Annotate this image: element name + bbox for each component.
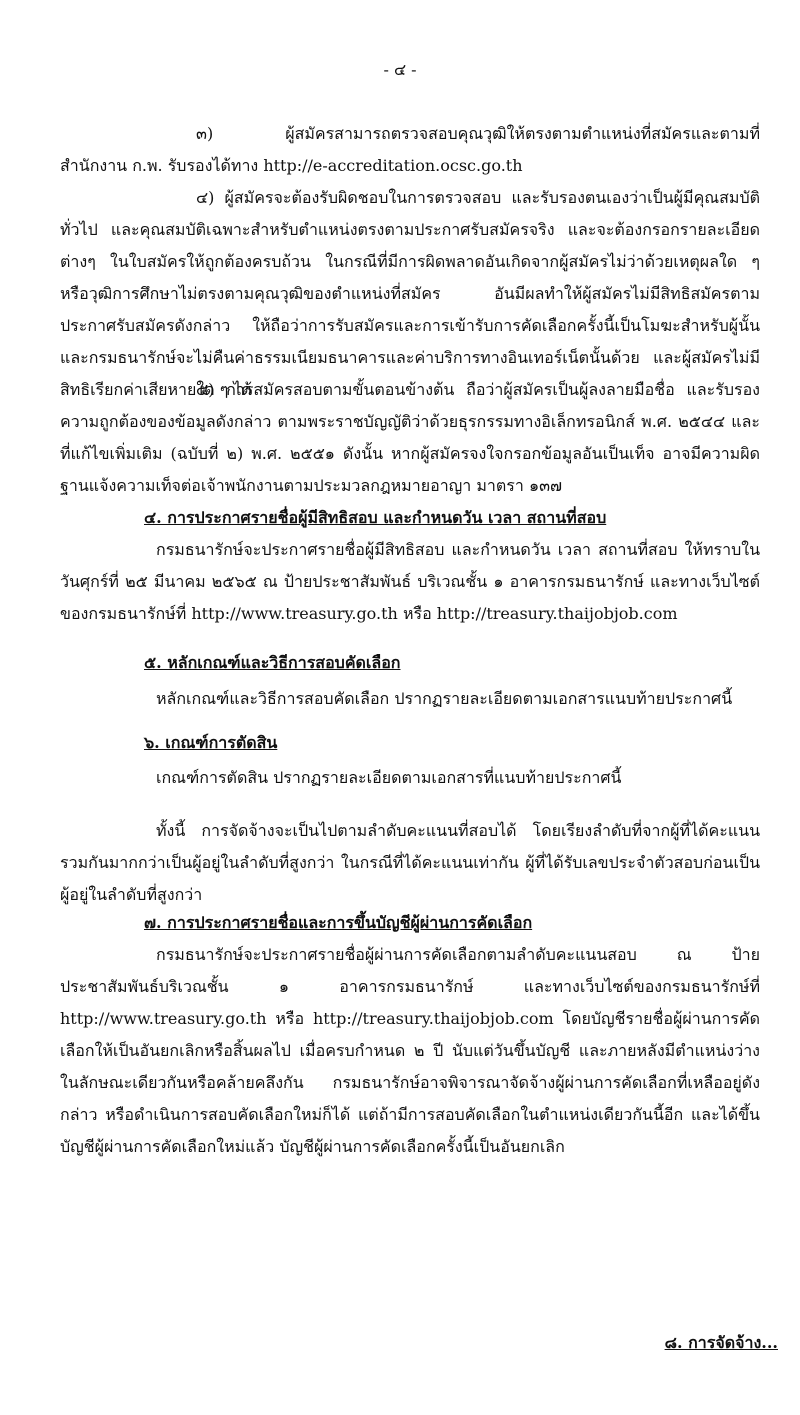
page-number: - ๔ -	[383, 60, 417, 79]
item-4	[60, 182, 760, 406]
section-6-heading: ๖. เกณฑ์การตัดสิน	[144, 733, 278, 752]
item-5-text: ๕) การสมัครสอบตามขั้นตอนข้างต้น ถือว่าผู้สมัครเป็นผู้ลงลายมือชื่อ และรับรองความถูกต้องของข้อมูลดังกล่าว ตามพระราชบัญญัติว่าด้วยธุรกรรมทางอิเล็กทรอนิกส์ พ.ศ. ๒๕๔๔ และที่แก้ไขเพิ่มเติม (ฉบับที่ ๒) พ.ศ. ๒๕๕๑ ดังนั้น หากผู้สมัครจงใจกรอกข้อมูลอันเป็นเท็จ อาจมีความผิดฐานแจ้งความเท็จต่อเจ้าพนักงานตามประมวลกฎหมายอาญา มาตรา ๑๓๗	[60, 380, 760, 495]
next-page-marker: ๘. การจัดจ้าง...	[664, 1333, 778, 1352]
section-5-text: หลักเกณฑ์และวิธีการสอบคัดเลือก ปรากฏรายละเอียดตามเอกสารแนบท้ายประกาศนี้	[156, 689, 733, 708]
section-4-heading: ๔. การประกาศรายชื่อผู้มีสิทธิสอบ และกำหนดวัน เวลา สถานที่สอบ	[144, 508, 607, 527]
section-7-text: กรมธนารักษ์จะประกาศรายชื่อผู้ผ่านการคัดเลือกตามลำดับคะแนนสอบ ณ ป้ายประชาสัมพันธ์บริเวณชั้น ๑ อาคารกรมธนารักษ์ และทางเว็บไซต์ของกรมธนารักษ์ที่ http://www.treasury.go.th หรือ http://treasury.thaijobjob.com โดยบัญชีรายชื่อผู้ผ่านการคัดเลือกให้เป็นอันยกเลิกหรือสิ้นผลไป เมื่อครบกำหนด ๒ ปี นับแต่วันขึ้นบัญชี และภายหลังมีตำแหน่งว่างในลักษณะเดียวกันหรือคล้ายคลึงกัน กรมธนารักษ์อาจพิจารณาจัดจ้างผู้ผ่านการคัดเลือกที่เหลืออยู่ดังกล่าว หรือดำเนินการสอบคัดเลือกใหม่ก็ได้ แต่ถ้ามีการสอบคัดเลือกในตำแหน่งเดียวกันนี้อีก และได้ขึ้นบัญชีผู้ผ่านการคัดเลือกใหม่แล้ว บัญชีผู้ผ่านการคัดเลือกครั้งนี้เป็นอันยกเลิก	[60, 945, 760, 1156]
section-6-text: เกณฑ์การตัดสิน ปรากฏรายละเอียดตามเอกสารที่แนบท้ายประกาศนี้	[156, 768, 622, 787]
section-5-body	[60, 683, 760, 715]
section-5-heading: ๕. หลักเกณฑ์และวิธีการสอบคัดเลือก	[144, 653, 401, 672]
section-7-body	[60, 939, 760, 1163]
item-3	[60, 118, 760, 182]
section-6-body	[60, 762, 760, 794]
item-5	[60, 374, 760, 502]
item-4-text: ๔) ผู้สมัครจะต้องรับผิดชอบในการตรวจสอบ และรับรองตนเองว่าเป็นผู้มีคุณสมบัติทั่วไป และคุณสมบัติเฉพาะสำหรับตำแหน่งตรงตามประกาศรับสมัครจริง และจะต้องกรอกรายละเอียดต่างๆ ในใบสมัครให้ถูกต้องครบถ้วน ในกรณีที่มีการผิดพลาดอันเกิดจากผู้สมัครไม่ว่าด้วยเหตุผลใด ๆ หรือวุฒิการศึกษาไม่ตรงตามคุณวุฒิของตำแหน่งที่สมัคร อันมีผลทำให้ผู้สมัครไม่มีสิทธิสมัครตามประกาศรับสมัครดังกล่าว ให้ถือว่าการรับสมัครและการเข้ารับการคัดเลือกครั้งนี้เป็นโมฆะสำหรับผู้นั้น และกรมธนารักษ์จะไม่คืนค่าธรรมเนียมธนาคารและค่าบริการทางอินเทอร์เน็ตนั้นด้วย และผู้สมัครไม่มีสิทธิเรียกค่าเสียหายใด ๆ ได้	[60, 188, 760, 399]
item-3-text: ๓) ผู้สมัครสามารถตรวจสอบคุณวุฒิให้ตรงตามตำแหน่งที่สมัครและตามที่สำนักงาน ก.พ. รับรองได้ทาง http://e-accreditation.ocsc.go.th	[60, 124, 760, 175]
section-4-text: กรมธนารักษ์จะประกาศรายชื่อผู้มีสิทธิสอบ และกำหนดวัน เวลา สถานที่สอบ ให้ทราบในวันศุกร์ที่ ๒๕ มีนาคม ๒๕๖๕ ณ ป้ายประชาสัมพันธ์ บริเวณชั้น ๑ อาคารกรมธนารักษ์ และทางเว็บไซต์ของกรมธนารักษ์ที่ http://www.treasury.go.th หรือ http://treasury.thaijobjob.com	[60, 540, 761, 623]
section-7-heading: ๗. การประกาศรายชื่อและการขึ้นบัญชีผู้ผ่านการคัดเลือก	[144, 913, 533, 932]
section-6-body-2	[60, 815, 760, 911]
section-4-body	[60, 534, 760, 630]
section-6-text-2: ทั้งนี้ การจัดจ้างจะเป็นไปตามลำดับคะแนนที่สอบได้ โดยเรียงลำดับที่จากผู้ที่ได้คะแนนรวมกันมากกว่าเป็นผู้อยู่ในลำดับที่สูงกว่า ในกรณีที่ได้คะแนนเท่ากัน ผู้ที่ได้รับเลขประจำตัวสอบก่อนเป็นผู้อยู่ในลำดับที่สูงกว่า	[60, 821, 760, 904]
